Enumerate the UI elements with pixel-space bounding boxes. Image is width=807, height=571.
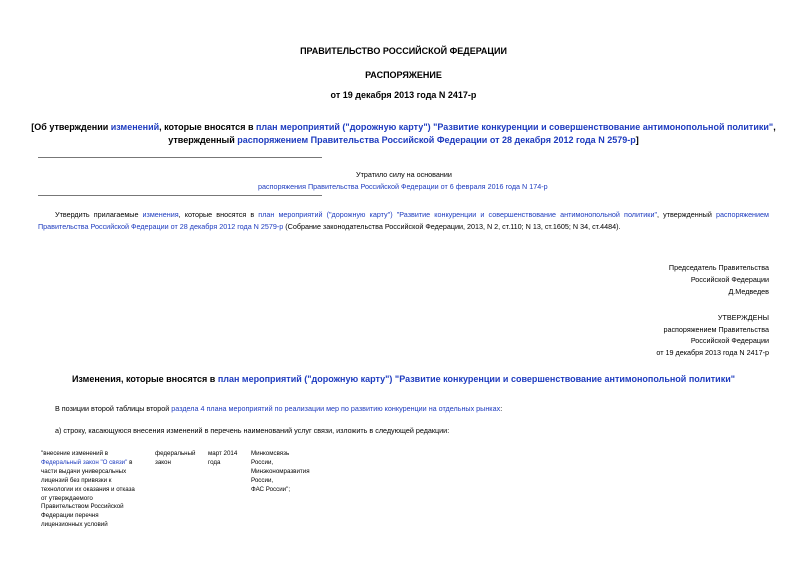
cell-text: в (127, 458, 133, 466)
link-changes[interactable]: изменений (110, 122, 160, 132)
cell-text (41, 459, 151, 468)
heading-text: Изменения, которые вносятся в (71, 374, 218, 384)
table-cell-type (155, 450, 195, 468)
signature-block (669, 262, 769, 298)
paragraph-text: , утвержденный (657, 210, 716, 219)
paragraph-text: Утвердить прилагаемые (55, 210, 143, 219)
changes-heading (0, 374, 807, 384)
main-paragraph (38, 209, 769, 233)
table-cell-deadline (208, 450, 237, 468)
document-type: РАСПОРЯЖЕНИЕ (365, 70, 442, 80)
item-a-paragraph: а) строку, касающуюся внесения изменений в перечень наименований услуг связи, изложить в следующей редакции: (55, 426, 450, 435)
title-line-2 (0, 134, 807, 147)
paragraph-line-2 (38, 221, 769, 233)
title-text: [Об утверждении (31, 122, 111, 132)
document-title (0, 121, 807, 147)
signature-line: Председатель Правительства (668, 263, 769, 272)
divider-top (38, 157, 322, 158)
cell-text: России, (251, 476, 274, 484)
cell-text: года (208, 458, 221, 466)
link-roadmap-body[interactable]: план мероприятий ("дорожную карту") "Развитие конкуренции и совершенствование антимонопольной политики" (258, 210, 658, 219)
cell-text: Федерации перечня (41, 512, 99, 520)
cell-text: ФАС России"; (251, 485, 291, 493)
paragraph-text: , которые вносятся в (178, 210, 259, 219)
link-order-2579[interactable]: распоряжением Правительства Российской Федерации от 28 декабря 2012 года N 2579-р (237, 135, 636, 145)
position-paragraph (55, 404, 502, 413)
cell-text: федеральный (155, 450, 196, 457)
link-order-body-a[interactable]: распоряжением (715, 210, 769, 219)
title-line-1 (0, 121, 807, 134)
link-roadmap[interactable]: план мероприятий ("дорожную карту") "Развитие конкуренции и совершенствование антимонопольной политики" (255, 122, 774, 132)
link-changes-body[interactable]: изменения (142, 210, 179, 219)
table-cell-description (41, 450, 151, 530)
signature-name: Д.Медведев (728, 287, 769, 296)
approved-block (656, 312, 769, 358)
cell-text: Минкомсвязь (251, 450, 290, 457)
paragraph-line-1 (38, 209, 769, 221)
cell-text: Правительством Российской (41, 503, 124, 511)
cell-text: "внесение изменений в (41, 450, 109, 457)
title-text: ] (635, 135, 639, 145)
title-text: утвержденный (168, 135, 238, 145)
link-order-body-b[interactable]: Правительства Российской Федерации от 28 декабря 2012 года N 2579-р (38, 222, 284, 231)
cell-text: март 2014 (208, 450, 238, 457)
approved-line: Российской Федерации (690, 336, 769, 345)
cell-text: Минэкономразвития (251, 467, 310, 475)
link-repeal-order[interactable]: распоряжения Правительства Российской Федерации от 6 февраля 2016 года N 174-р (258, 182, 548, 191)
approved-line: УТВЕРЖДЕНЫ (717, 313, 769, 322)
cell-text: закон (155, 458, 171, 466)
cell-text: лицензий без привязки к (41, 476, 112, 484)
divider-bottom (38, 195, 322, 196)
repeal-note: Утратило силу на основании (356, 170, 452, 179)
signature-line: Российской Федерации (690, 275, 769, 284)
title-text: , (773, 122, 776, 132)
link-roadmap-heading[interactable]: план мероприятий ("дорожную карту") "Развитие конкуренции и совершенствование антимонопольной политики" (217, 374, 736, 384)
paragraph-text: (Собрание законодательства Российской Федерации, 2013, N 2, ст.110; N 13, ст.1605; N 34, ст.4484). (283, 222, 621, 231)
document-date-number: от 19 декабря 2013 года N 2417-р (330, 90, 477, 100)
cell-text: от утверждаемого (41, 494, 93, 502)
cell-text: лицензионных условий (41, 521, 108, 529)
cell-text: России, (251, 458, 274, 466)
title-text: , которые вносятся в (159, 122, 256, 132)
cell-text: части выдачи универсальных (41, 467, 127, 475)
paragraph-text: : (500, 404, 503, 413)
link-federal-law-communications[interactable]: Федеральный закон "О связи" (41, 458, 128, 466)
link-section-4[interactable]: раздела 4 плана мероприятий по реализации мер по развитию конкуренции на отдельных рынках (171, 404, 501, 413)
table-cell-responsible (251, 450, 310, 495)
paragraph-text: В позиции второй таблицы второй (55, 404, 172, 413)
approved-line: распоряжением Правительства (663, 324, 769, 334)
approved-line: от 19 декабря 2013 года N 2417-р (656, 347, 769, 357)
cell-text: технологии их оказания и отказа (41, 485, 135, 493)
government-heading: ПРАВИТЕЛЬСТВО РОССИЙСКОЙ ФЕДЕРАЦИИ (300, 46, 507, 56)
